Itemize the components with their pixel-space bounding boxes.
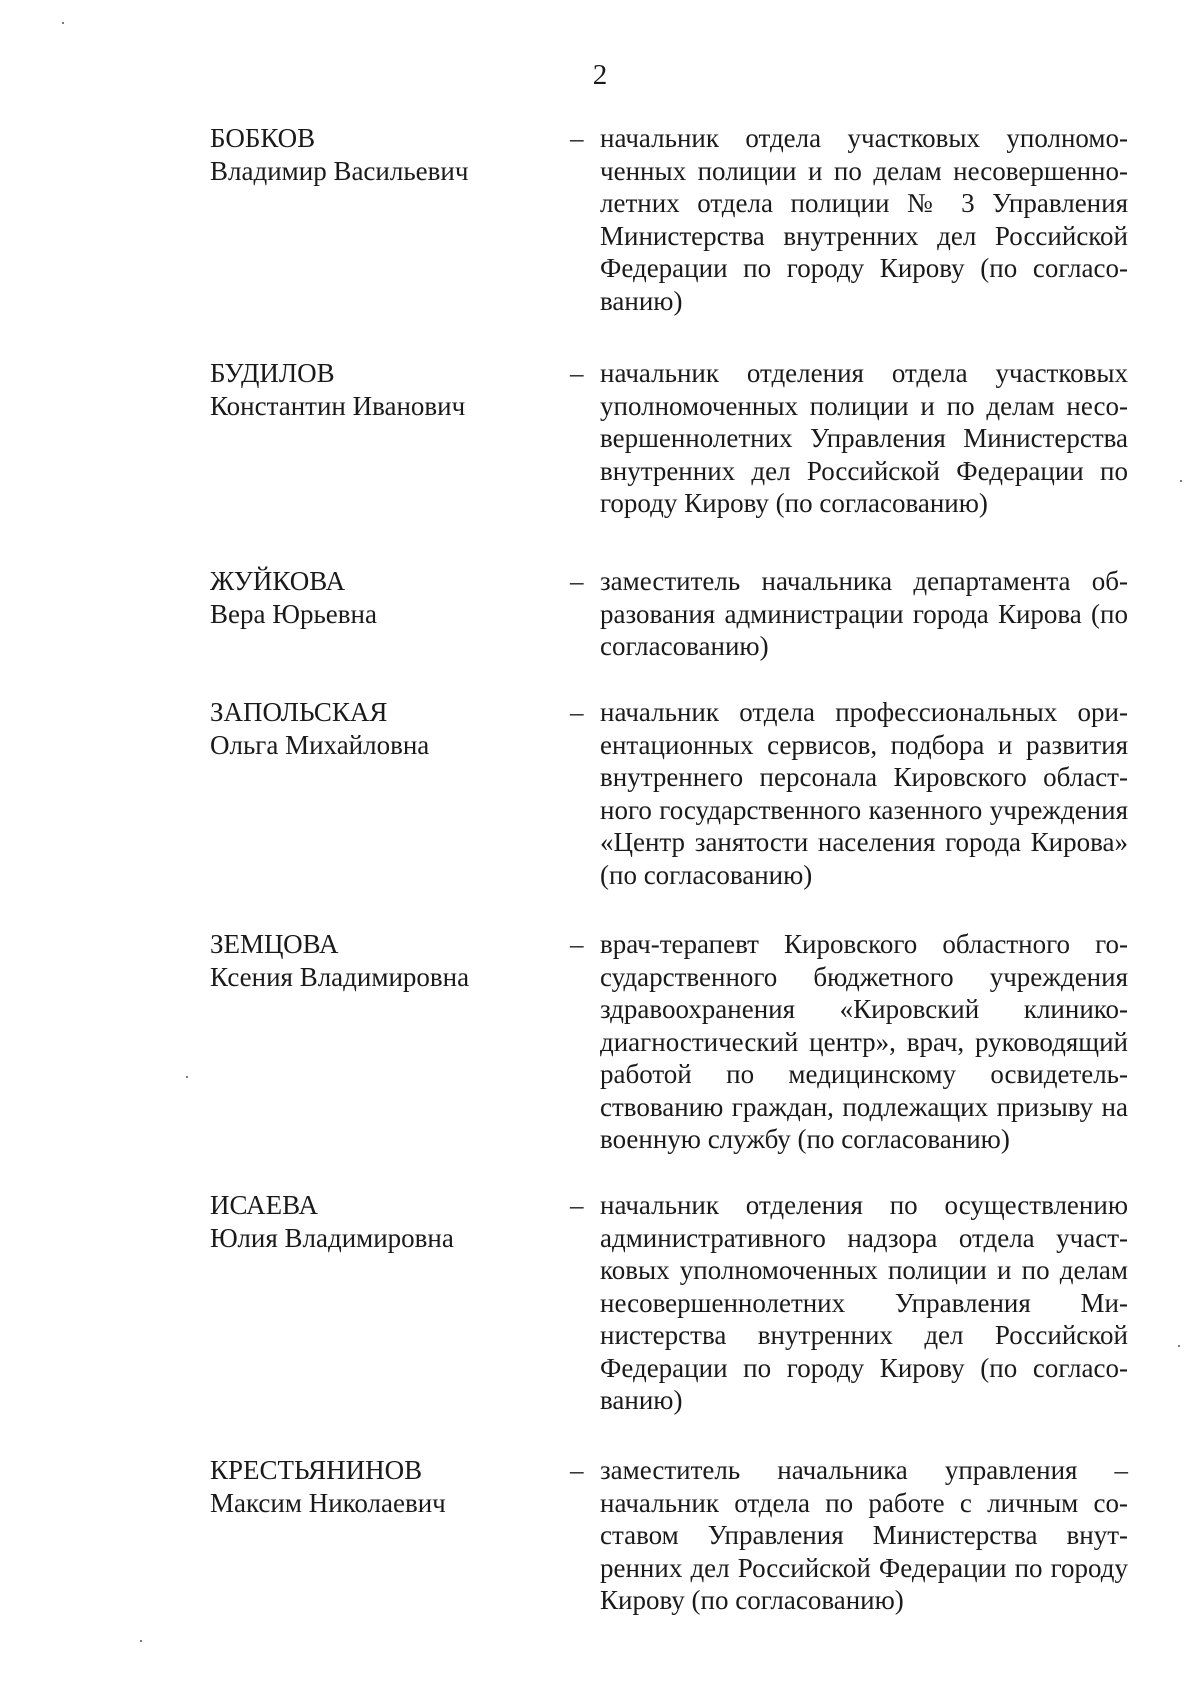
member-surname: ИСАЕВА (210, 1190, 318, 1220)
member-position: заместитель начальника департамента образования администрации города Кирова (по согласованию) (600, 566, 1128, 661)
member-surname: КРЕСТЬЯНИНОВ (210, 1455, 423, 1485)
member-name (210, 1189, 540, 1254)
scan-speck (1180, 480, 1182, 482)
member-position: заместитель начальника управления – начальник отдела по работе с личным составом Управления Министерства внутренних дел Российской Федерации по городу Кирову (по согласованию) (600, 1455, 1128, 1615)
member-given-name: Константин Иванович (210, 390, 466, 421)
member-surname: ЖУЙКОВА (210, 566, 346, 596)
member-name (210, 928, 540, 993)
separator-dash: – (570, 566, 584, 596)
member-position: начальник отделения отдела участковых уполномоченных полиции и по делам несовершеннолетних Управления Министерства внутренних дел Российской Федерации по городу Кирову (по согласованию) (600, 358, 1128, 518)
separator-dash: – (570, 697, 584, 727)
scan-speck (1178, 1345, 1180, 1347)
member-given-name: Юлия Владимировна (210, 1222, 454, 1253)
member-given-name: Владимир Васильевич (210, 155, 469, 186)
member-given-name: Вера Юрьевна (210, 598, 377, 629)
separator-dash: – (570, 1455, 584, 1485)
member-name (210, 1454, 540, 1519)
member-surname: БУДИЛОВ (210, 358, 335, 388)
member-position: начальник отделения по осуществлению административного надзора отдела участковых уполномоченных полиции и по делам несовершеннолетних Управления Министерства внутренних дел Российской Федерации по городу Кирову (по согласованию) (600, 1190, 1128, 1415)
scan-speck (140, 1640, 142, 1642)
member-position: врач-терапевт Кировского областного государственного бюджетного учреждения здравоохранения «Кировский клинико-диагностический центр», врач, руководящий работой по медицинскому освидетельствованию граждан, подлежащих призыву на военную службу (по согласованию) (600, 929, 1128, 1154)
member-surname: ЗЕМЦОВА (210, 929, 339, 959)
member-surname: БОБКОВ (210, 123, 316, 153)
member-given-name: Ксения Владимировна (210, 961, 470, 992)
member-given-name: Максим Николаевич (210, 1487, 446, 1518)
member-position: начальник отдела профессиональных ориентационных сервисов, подбора и развития внутреннего персонала Кировского областного государственного казенного учреждения «Центр занятости населения города Кирова» (по согласованию) (600, 697, 1128, 890)
separator-dash: – (570, 358, 584, 388)
separator-dash: – (570, 123, 584, 153)
member-given-name: Ольга Михайловна (210, 729, 430, 760)
member-name (210, 696, 540, 761)
member-position: начальник отдела участковых уполномоченных полиции и по делам несовершеннолетних отдела полиции № 3 Управления Министерства внутренних дел Российской Федерации по городу Кирову (по согласованию) (600, 123, 1128, 316)
separator-dash: – (570, 1190, 584, 1220)
member-name (210, 565, 540, 630)
page-number: 2 (592, 59, 608, 91)
member-name (210, 122, 540, 187)
member-name (210, 357, 540, 422)
member-surname: ЗАПОЛЬСКАЯ (210, 697, 388, 727)
separator-dash: – (570, 929, 584, 959)
scan-speck (62, 22, 64, 24)
scan-speck (186, 1076, 188, 1078)
